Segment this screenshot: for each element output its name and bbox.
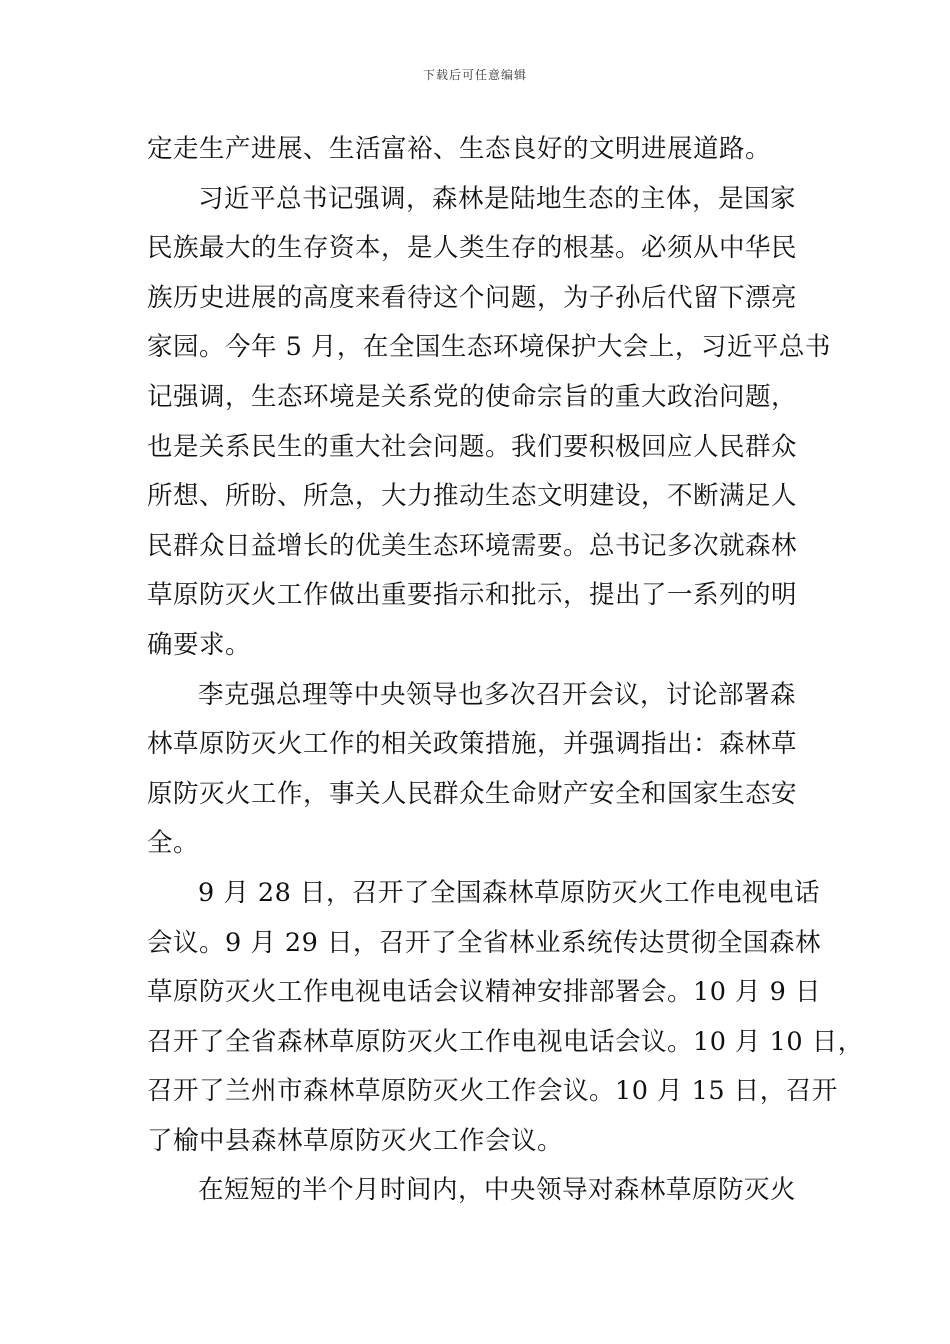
paragraph-first-line: 在短短的半个月时间内，中央领导对森林草原防灭火 xyxy=(198,1175,797,1206)
text-line: 全。 xyxy=(147,828,200,859)
text-line: 原防灭火工作，事关人民群众生命财产安全和国家生态安 xyxy=(147,778,798,809)
text-line: 也是关系民生的重大社会问题。我们要积极回应人民群众 xyxy=(147,431,798,462)
text-line: 家园。今年 5 月，在全国生态环境保护大会上，习近平总书 xyxy=(147,332,831,363)
document-body xyxy=(147,125,864,1216)
text-line: 定走生产进展、生活富裕、生态良好的文明进展道路。 xyxy=(147,134,772,164)
text-line: 了榆中县森林草原防灭火工作会议。 xyxy=(147,1125,564,1156)
paragraph-first-line: 李克强总理等中央领导也多次召开会议，讨论部署森 xyxy=(198,679,797,710)
paragraph-first-line: 9 月 28 日，召开了全国森林草原防灭火工作电视电话 xyxy=(198,877,820,908)
text-line: 草原防灭火工作做出重要指示和批示，提出了一系列的明 xyxy=(147,580,798,611)
text-line: 记强调，生态环境是关系党的使命宗旨的重大政治问题， xyxy=(147,381,798,412)
text-line: 召开了兰州市森林草原防灭火工作会议。10 月 15 日，召开 xyxy=(147,1076,838,1107)
text-line: 草原防灭火工作电视电话会议精神安排部署会。10 月 9 日 xyxy=(147,977,821,1008)
text-line: 所想、所盼、所急，大力推动生态文明建设，不断满足人 xyxy=(147,481,798,512)
text-line: 林草原防灭火工作的相关政策措施，并强调指出：森林草 xyxy=(147,729,798,760)
text-line: 召开了全省森林草原防灭火工作电视电话会议。10 月 10 日， xyxy=(147,1026,864,1057)
text-line: 确要求。 xyxy=(147,629,252,660)
text-line: 民族最大的生存资本，是人类生存的根基。必须从中华民 xyxy=(147,233,798,264)
paragraph-first-line: 习近平总书记强调，森林是陆地生态的主体，是国家 xyxy=(198,183,797,214)
text-line: 族历史进展的高度来看待这个问题，为子孙后代留下漂亮 xyxy=(147,282,798,313)
page-header: 下载后可任意编辑 xyxy=(422,68,527,82)
text-line: 会议。9 月 29 日，召开了全省林业系统传达贯彻全国森林 xyxy=(147,927,821,958)
text-line: 民群众日益增长的优美生态环境需要。总书记多次就森林 xyxy=(147,530,798,561)
